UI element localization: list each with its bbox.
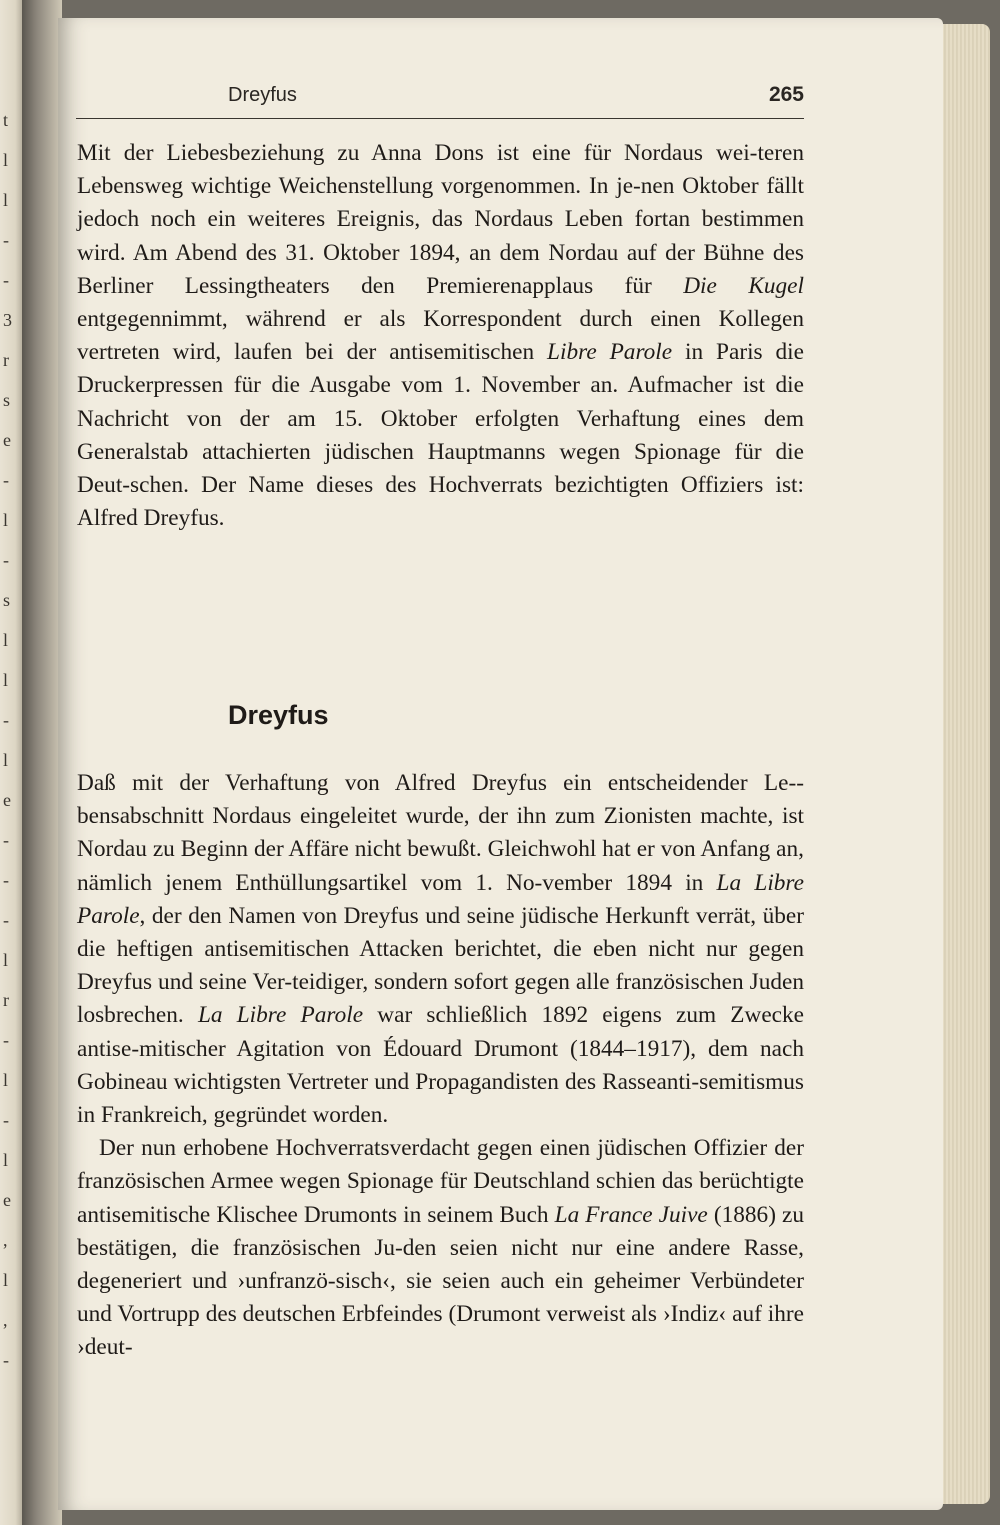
facing-page-fragment: - [3, 1350, 9, 1370]
facing-page-fragment: , [3, 1230, 8, 1250]
facing-page-fragment: l [3, 670, 9, 690]
facing-page-fragment: l [3, 950, 9, 970]
facing-page-fragment: - [3, 550, 9, 570]
facing-page-fragment: e [3, 790, 11, 810]
header-rule [76, 118, 804, 119]
paragraph-2-text-b: , der den Namen von Dreyfus und seine jüdische Herkunft verrät, über die heftigen antisemitischen Attacken berichtet, die eben nicht nur gegen Dreyfus und seine Ver-teidiger, sondern sofort gegen alle französischen Juden losbrechen. [77, 902, 804, 1029]
facing-page-fragment: - [3, 270, 9, 290]
facing-page-fragment: l [3, 510, 9, 530]
page-fore-edge [938, 24, 990, 1504]
title-la-libre-parole-2: La Libre Parole [197, 1002, 364, 1029]
facing-page-fragment: l [3, 1270, 9, 1290]
paragraph-2 [77, 767, 804, 1365]
paragraph-3-text-a: Der nun erhobene Hochverratsverdacht gegen einen jüdischen Offizier der französischen Armee wegen Spionage für Deutschland schien das berüchtigte antisemitische Klischee Drumonts in seinem Buch [77, 1135, 804, 1228]
facing-page-fragment: - [3, 870, 9, 890]
title-libre-parole: Libre Parole [547, 339, 673, 366]
facing-page-fragment: s [3, 590, 11, 610]
title-die-kugel: Die Kugel [683, 272, 804, 299]
running-title: Dreyfus [228, 84, 297, 106]
paragraph-1-text-a: Mit der Liebesbeziehung zu Anna Dons ist eine für Nordaus wei-teren Lebensweg wichtige Weichenstellung vorgenommen. In je-nen Oktober fällt jedoch noch ein weiteres Ereignis, das Nordaus Leben fortan bestimmen wird. Am Abend des 31. Oktober 1894, an dem Nordau auf der Bühne des Berliner Lessingtheaters den Premierenapplaus für [77, 140, 804, 299]
facing-page-fragment: - [3, 470, 9, 490]
facing-page-fragment: l [3, 190, 9, 210]
facing-page-fragment: s [3, 390, 11, 410]
page-number: 265 [768, 83, 804, 106]
paragraph-3 [77, 1132, 804, 1364]
paragraph-2-text-c: war schließlich 1892 eigens zum Zwecke antise-mitischer Agitation von Édouard Drumont (1844–1917), dem nach Gobineau wichtigsten Vertreter und Propagandisten des Rasseanti-semitismus in Frankreich, gegründet worden. [77, 1002, 805, 1129]
facing-page-fragment: e [3, 1190, 11, 1210]
facing-page-fragment: 3 [3, 310, 12, 330]
title-la-france-juive: La France Juive [554, 1201, 708, 1228]
facing-page-edge [0, 0, 22, 1525]
section-heading: Dreyfus [228, 700, 329, 730]
paragraph-1 [77, 137, 804, 535]
facing-page-fragment: l [3, 1070, 9, 1090]
paragraph-2-text-a: Daß mit der Verhaftung von Alfred Dreyfus ein entscheidender Le-bensabschnitt Nordaus eingeleitet wurde, der ihn zum Zionisten machte, ist Nordau zu Beginn der Affäre nicht bewußt. Gleichwohl hat er von Anfang an, nämlich jenem Enthüllungsartikel vom 1. No-vember 1894 in [77, 770, 804, 896]
facing-page-fragment: l [3, 630, 9, 650]
facing-page-fragment: l [3, 1150, 9, 1170]
facing-page-fragment: - [3, 910, 9, 930]
facing-page-fragment: t [3, 110, 9, 130]
facing-page-fragment: r [3, 350, 9, 370]
facing-page-fragment: - [3, 1030, 9, 1050]
facing-page-fragment: e [3, 430, 11, 450]
facing-page-fragment: r [3, 990, 9, 1010]
paragraph-1-text-c: in Paris die Druckerpressen für die Ausgabe vom 1. November an. Aufmacher ist die Nachricht von der am 15. Oktober erfolgten Verhaftung eines dem Generalstab attachierten jüdischen Hauptmanns wegen Spionage für die Deut-schen. Der Name dieses des Hochverrats bezichtigten Offiziers ist: Alfred Dreyfus. [77, 339, 804, 532]
facing-page-fragment: - [3, 230, 9, 250]
running-header [228, 84, 804, 114]
title-la-libre-parole-1: La Libre Parole [77, 869, 804, 929]
facing-page-fragment: - [3, 1110, 9, 1130]
paragraph-3-text-b: (1886) zu bestätigen, die französischen Ju-den seien nicht nur eine andere Rasse, degeneriert und ›unfranzö-sisch‹, sie seien auch ein geheimer Verbündeter und Vortrupp des deutschen Erbfeindes (Drumont verweist als ›Indiz‹ auf ihre ›deut- [77, 1201, 805, 1361]
paragraph-1-text-b: entgegennimmt, während er als Korrespondent durch einen Kollegen vertreten wird, laufen bei der antisemitischen [77, 306, 804, 366]
facing-page-fragment: l [3, 750, 9, 770]
facing-page-fragment: l [3, 150, 9, 170]
book-gutter [22, 0, 62, 1525]
facing-page-fragment: , [3, 1310, 8, 1330]
facing-page-fragment: - [3, 710, 9, 730]
facing-page-fragment: - [3, 830, 9, 850]
